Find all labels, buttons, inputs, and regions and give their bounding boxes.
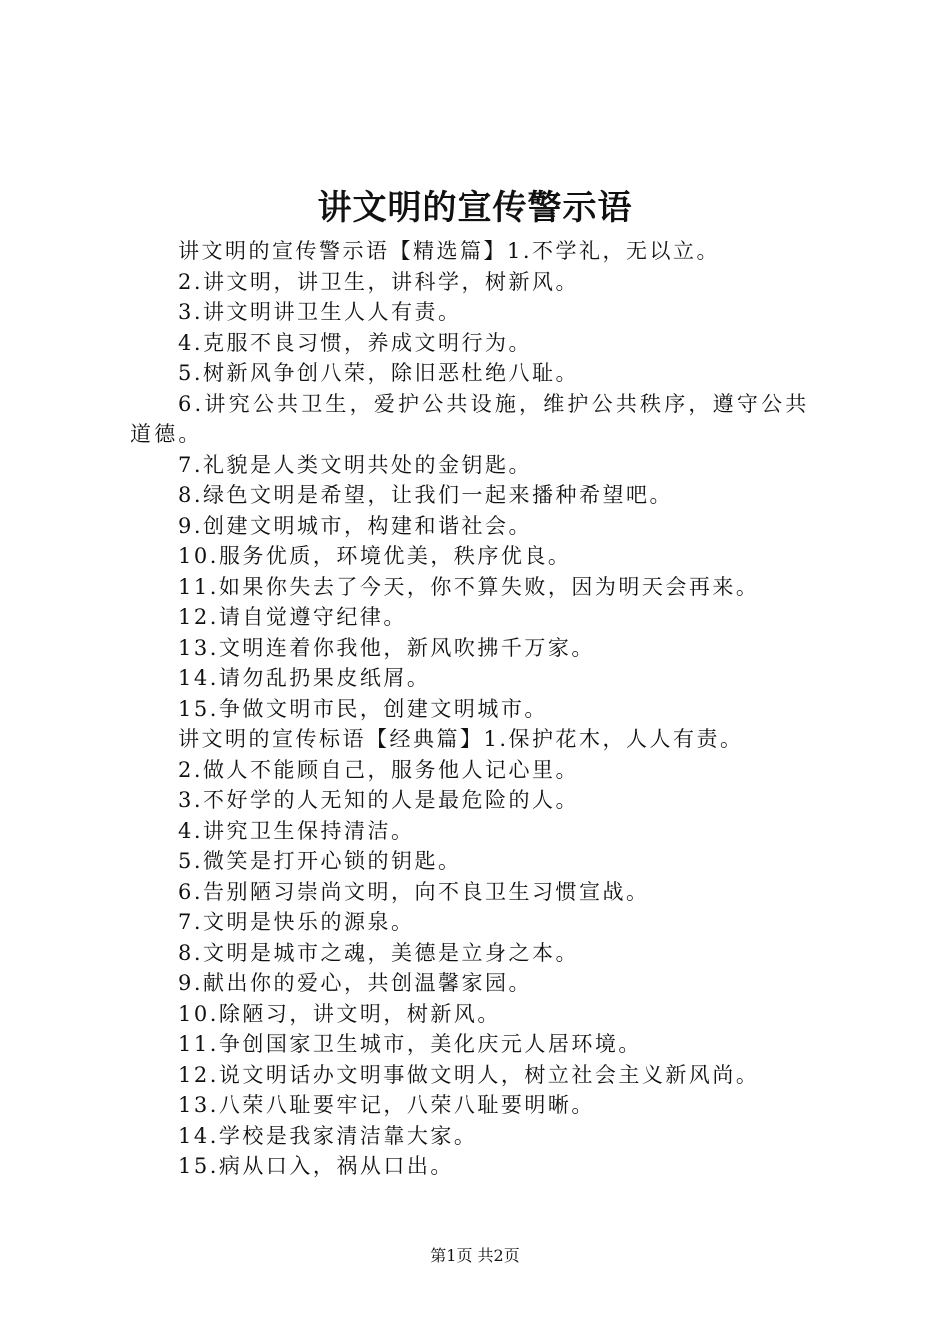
text-line: 7.礼貌是人类文明共处的金钥匙。 [178, 452, 533, 477]
text-line: 8.绿色文明是希望，让我们一起来播种希望吧。 [178, 483, 674, 507]
document-title: 讲文明的宣传警示语 [317, 188, 633, 228]
text-line: 讲文明的宣传标语【经典篇】1.保护花木，人人有责。 [178, 727, 744, 751]
text-line: 7.文明是快乐的源泉。 [178, 910, 415, 934]
text-line: 5.微笑是打开心锁的钥匙。 [178, 849, 462, 873]
text-line: 9.创建文明城市，构建和谐社会。 [178, 513, 533, 538]
text-line: 15.病从口入，祸从口出。 [178, 1154, 454, 1178]
text-line: 2.讲文明，讲卫生，讲科学，树新风。 [178, 269, 580, 294]
text-line: 14.学校是我家清洁靠大家。 [178, 1123, 478, 1148]
text-line: 5.树新风争创八荣，除旧恶杜绝八耻。 [178, 361, 580, 385]
text-line: 4.讲究卫生保持清洁。 [178, 818, 415, 843]
page-indicator: 第1页 共2页 [430, 1246, 520, 1265]
text-line: 2.做人不能顾自己，服务他人记心里。 [178, 757, 580, 782]
document-body [130, 236, 830, 1182]
text-line: 10.服务优质，环境优美，秩序优良。 [178, 544, 572, 568]
text-line: 13.八荣八耻要牢记，八荣八耻要明晰。 [178, 1093, 595, 1117]
text-line: 6.讲究公共卫生，爱护公共设施，维护公共秩序，遵守公共道德。 [130, 391, 810, 446]
text-line: 12.说文明话办文明事做文明人，树立社会主义新风尚。 [178, 1062, 760, 1087]
text-line: 11.如果你失去了今天，你不算失败，因为明天会再来。 [178, 574, 760, 599]
text-line: 讲文明的宣传警示语【精选篇】1.不学礼，无以立。 [178, 239, 721, 263]
text-line: 15.争做文明市民，创建文明城市。 [178, 696, 548, 721]
text-line: 4.克服不良习惯，养成文明行为。 [178, 330, 533, 355]
text-line: 12.请自觉遵守纪律。 [178, 605, 407, 629]
text-line: 8.文明是城市之魂，美德是立身之本。 [178, 940, 580, 965]
text-line: 9.献出你的爱心，共创温馨家园。 [178, 971, 533, 995]
text-line: 10.除陋习，讲文明，树新风。 [178, 1001, 501, 1026]
text-line: 3.不好学的人无知的人是最危险的人。 [178, 788, 580, 812]
text-line: 13.文明连着你我他，新风吹拂千万家。 [178, 635, 595, 660]
text-line: 3.讲文明讲卫生人人有责。 [178, 300, 462, 324]
text-line: 14.请勿乱扔果皮纸屑。 [178, 666, 431, 690]
text-line: 11.争创国家卫生城市，美化庆元人居环境。 [178, 1032, 642, 1056]
text-line: 6.告别陋习崇尚文明，向不良卫生习惯宣战。 [178, 879, 650, 904]
